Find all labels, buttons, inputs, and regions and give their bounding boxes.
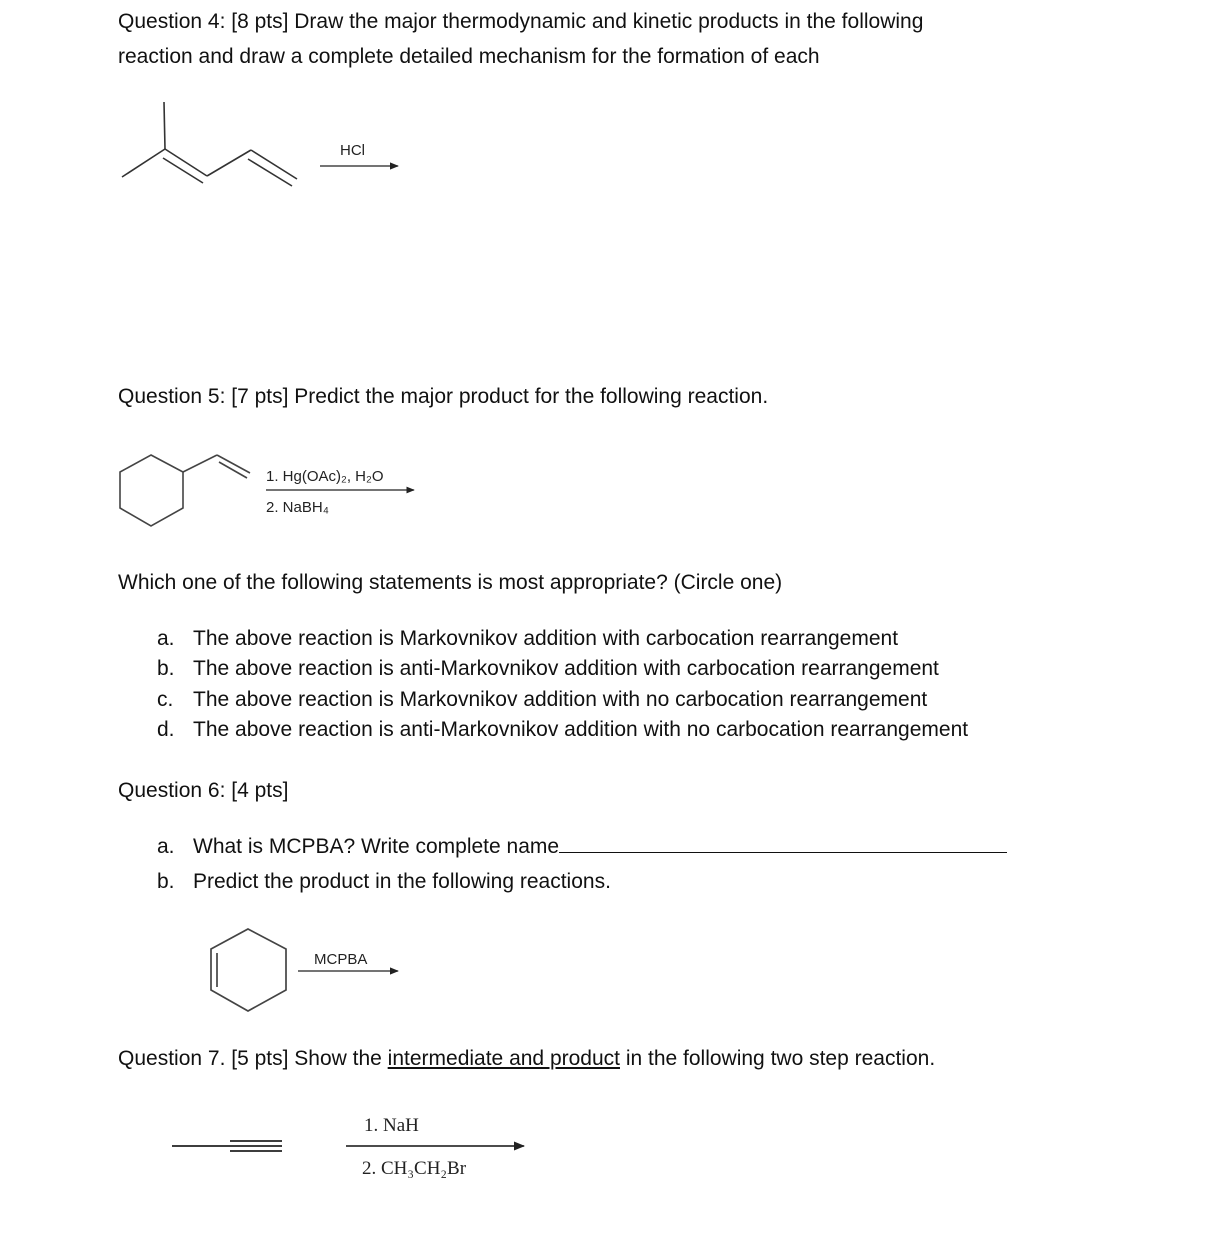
option-text: The above reaction is anti-Markovnikov addition with no carbocation rearrangement <box>193 718 969 741</box>
part-label: a. <box>157 835 175 858</box>
q4-title-line2: reaction and draw a complete detailed mechanism for the formation of each <box>118 45 820 68</box>
option-label: b. <box>157 657 175 680</box>
part-label: b. <box>157 870 175 893</box>
q5-reagent-1: 1. Hg(OAc)₂, H₂O <box>266 468 384 485</box>
part-a-text: What is MCPBA? Write complete name <box>193 835 560 858</box>
q7-underlined: intermediate and product <box>387 1047 620 1070</box>
q7-suffix: in the following two step reaction. <box>619 1047 936 1070</box>
q5-reagent-2: 2. NaBH₄ <box>266 499 329 516</box>
q6-reagent: MCPBA <box>314 951 368 968</box>
option-text: The above reaction is Markovnikov addition with carbocation rearrangement <box>193 627 899 650</box>
q5-vinylcyclohexane-structure <box>120 455 250 526</box>
q5-title: Question 5: [7 pts] Predict the major product for the following reaction. <box>118 385 769 408</box>
q4-reagent: HCl <box>340 142 365 159</box>
q5-question: Which one of the following statements is most appropriate? (Circle one) <box>118 571 783 594</box>
q6-title: Question 6: [4 pts] <box>118 779 289 802</box>
option-label: c. <box>157 688 174 711</box>
option-text: The above reaction is Markovnikov addition with no carbocation rearrangement <box>193 688 928 711</box>
option-text: The above reaction is anti-Markovnikov addition with carbocation rearrangement <box>193 657 939 680</box>
q4-diene-structure <box>122 102 297 186</box>
option-label: a. <box>157 627 175 650</box>
q6-cyclohexene-structure <box>211 929 286 1011</box>
part-b-text: Predict the product in the following reactions. <box>193 870 611 893</box>
q7-reagent-1: 1. NaH <box>364 1115 419 1136</box>
q7-prefix: Question 7. [5 pts] Show the <box>118 1047 388 1070</box>
option-label: d. <box>157 718 175 741</box>
q7-reagent-2: 2. CH₃CH₂Br <box>362 1158 467 1179</box>
q7-alkyne-structure <box>172 1141 282 1151</box>
q4-title-line1: Question 4: [8 pts] Draw the major thermodynamic and kinetic products in the following <box>118 10 924 33</box>
